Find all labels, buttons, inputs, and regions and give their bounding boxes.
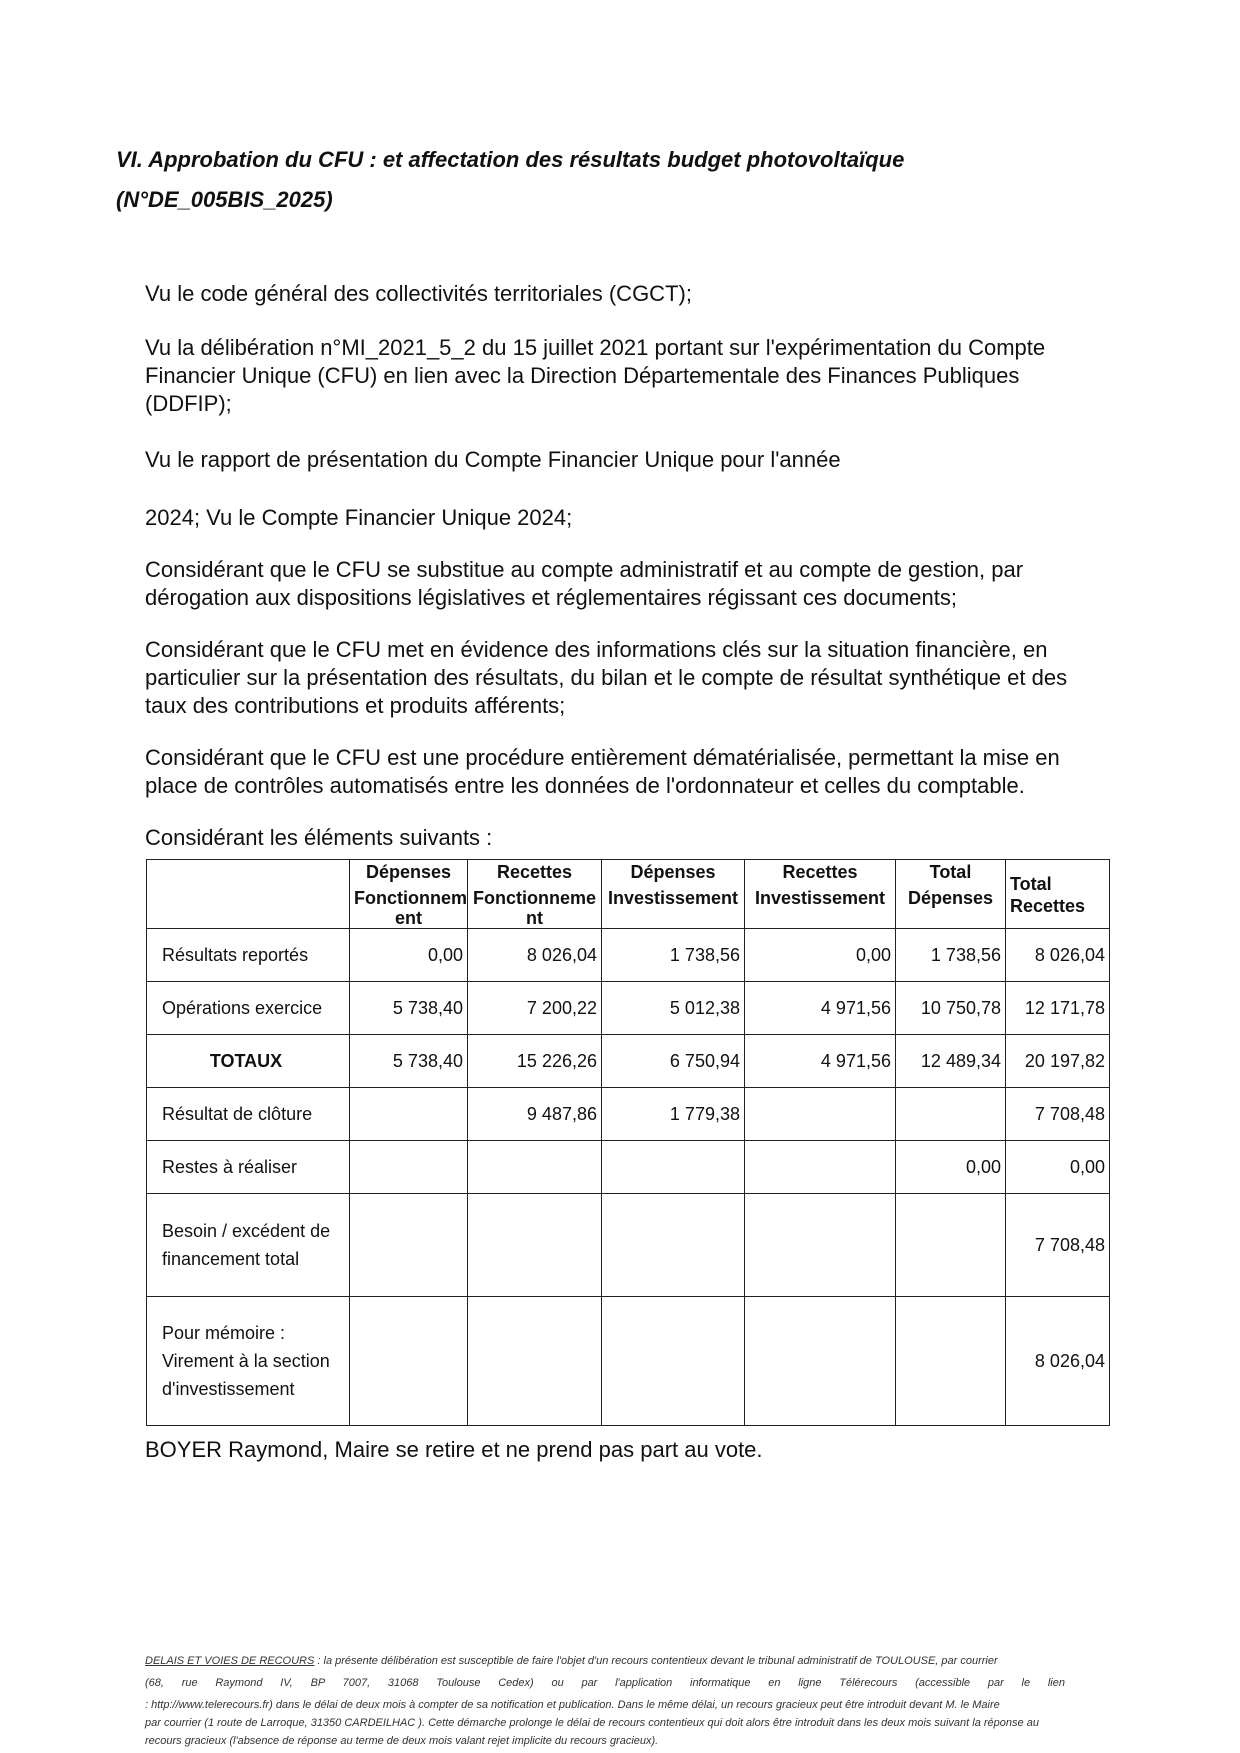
table-cell	[602, 1297, 745, 1426]
table-cell: 12 489,34	[896, 1035, 1006, 1088]
footer-line-5: recours gracieux (l'absence de réponse au terme de deux mois valant rejet implicite du recours gracieux).	[145, 1735, 659, 1747]
table-cell: 6 750,94	[602, 1035, 745, 1088]
header-recettes-investissement: Recettes Investissement	[745, 860, 896, 929]
table-cell: 1 738,56	[896, 929, 1006, 982]
table-row	[147, 929, 1110, 982]
table-row	[147, 1088, 1110, 1141]
paragraph-deliberation: Vu la délibération n°MI_2021_5_2 du 15 juillet 2021 portant sur l'expérimentation du Compte Financier Unique (CFU) en lien avec la Direction Départementale des Finances Publiques (DDFIP);	[145, 335, 1046, 416]
section-heading-reference: (N°DE_005BIS_2025)	[116, 187, 333, 212]
table-cell	[350, 1141, 468, 1194]
table-cell: 12 171,78	[1006, 982, 1110, 1035]
footer-title: DELAIS ET VOIES DE RECOURS	[145, 1655, 315, 1667]
table-cell: 5 738,40	[350, 982, 468, 1035]
table-row	[147, 982, 1110, 1035]
table-cell: 5 738,40	[350, 1035, 468, 1088]
paragraph-rapport: Vu le rapport de présentation du Compte Financier Unique pour l'année	[145, 447, 841, 472]
section-heading-title: VI. Approbation du CFU : et affectation des résultats budget photovoltaïque	[116, 147, 905, 172]
footer-line-3: : http://www.telerecours.fr) dans le délai de deux mois à compter de sa notification et publication. Dans le même délai, un recours gracieux peut être introduit devant M. le Maire	[145, 1699, 1000, 1711]
table-cell: 10 750,78	[896, 982, 1006, 1035]
paragraph-substitution: Considérant que le CFU se substitue au compte administratif et au compte de gestion, par dérogation aux dispositions législatives et réglementaires régissant ces documents;	[145, 557, 1024, 610]
table-cell: 5 012,38	[602, 982, 745, 1035]
table-row	[147, 1141, 1110, 1194]
footer-line-1: DELAIS ET VOIES DE RECOURS : la présente délibération est susceptible de faire l'objet d'un recours contentieux devant le tribunal administratif de TOULOUSE, par courrier	[145, 1655, 998, 1667]
table-cell: 0,00	[1006, 1141, 1110, 1194]
table-cell: 4 971,56	[745, 1035, 896, 1088]
table-cell	[468, 1141, 602, 1194]
table-cell: 8 026,04	[1006, 929, 1110, 982]
table-cell	[745, 1194, 896, 1297]
section-heading	[116, 140, 1116, 220]
table-cell	[745, 1297, 896, 1426]
table-cell	[468, 1297, 602, 1426]
row-label: Résultats reportés	[147, 929, 350, 982]
table-cell: 20 197,82	[1006, 1035, 1110, 1088]
table-cell: 0,00	[896, 1141, 1006, 1194]
table-cell	[350, 1088, 468, 1141]
footer-line-2: (68, rue Raymond IV, BP 7007, 31068 Toulouse Cedex) ou par l'application informatique en ligne Télérecours (accessible par le lien	[145, 1677, 1065, 1689]
table-cell: 7 708,48	[1006, 1194, 1110, 1297]
table-cell: 1 779,38	[602, 1088, 745, 1141]
table-row	[147, 1297, 1110, 1426]
table-cell: 4 971,56	[745, 982, 896, 1035]
table-cell: 7 200,22	[468, 982, 602, 1035]
paragraph-dematerialisee: Considérant que le CFU est une procédure entièrement dématérialisée, permettant la mise en place de contrôles automatisés entre les données de l'ordonnateur et celles du comptable.	[145, 745, 1060, 798]
header-depenses-fonctionnement: Dépenses Fonctionnem ent	[350, 860, 468, 929]
row-label: Besoin / excédent de financement total	[147, 1194, 350, 1297]
header-total-depenses: Total Dépenses	[896, 860, 1006, 929]
table-cell	[468, 1194, 602, 1297]
paragraph-informations: Considérant que le CFU met en évidence des informations clés sur la situation financière, en particulier sur la présentation des résultats, du bilan et le compte de résultat synthétique et des taux des contributions et produits afférents;	[145, 637, 1068, 718]
table-row-totaux	[147, 1035, 1110, 1088]
paragraph-cgct: Vu le code général des collectivités territoriales (CGCT);	[145, 281, 692, 306]
table-cell	[745, 1141, 896, 1194]
paragraph-cfu-2024: 2024; Vu le Compte Financier Unique 2024;	[145, 505, 573, 530]
table-cell: 7 708,48	[1006, 1088, 1110, 1141]
table-cell	[896, 1194, 1006, 1297]
table-cell: 0,00	[350, 929, 468, 982]
legal-footer	[145, 1650, 1065, 1752]
table-cell	[602, 1141, 745, 1194]
header-recettes-fonctionnement: Recettes Fonctionneme nt	[468, 860, 602, 929]
table-cell	[896, 1297, 1006, 1426]
table-cell	[602, 1194, 745, 1297]
table-cell: 1 738,56	[602, 929, 745, 982]
table-cell: 0,00	[745, 929, 896, 982]
closing-statement: BOYER Raymond, Maire se retire et ne prend pas part au vote.	[145, 1437, 763, 1462]
paragraph-elements: Considérant les éléments suivants :	[145, 825, 493, 850]
table-cell: 8 026,04	[468, 929, 602, 982]
header-total-recettes: Total Recettes	[1006, 860, 1110, 929]
row-label: Opérations exercice	[147, 982, 350, 1035]
row-label: TOTAUX	[147, 1035, 350, 1088]
table-cell	[350, 1194, 468, 1297]
row-label: Pour mémoire : Virement à la section d'investissement	[147, 1297, 350, 1426]
row-label: Restes à réaliser	[147, 1141, 350, 1194]
footer-line-4: par courrier (1 route de Larroque, 31350 CARDEILHAC ). Cette démarche prolonge le délai de recours contentieux qui doit alors être introduit dans les deux mois suivant la réponse au	[145, 1717, 1039, 1729]
table-cell: 9 487,86	[468, 1088, 602, 1141]
row-label: Résultat de clôture	[147, 1088, 350, 1141]
table-cell	[896, 1088, 1006, 1141]
header-empty	[147, 860, 350, 929]
table-cell	[745, 1088, 896, 1141]
table-header-row	[147, 860, 1110, 929]
table-cell	[350, 1297, 468, 1426]
header-depenses-investissement: Dépenses Investissement	[602, 860, 745, 929]
table-cell: 8 026,04	[1006, 1297, 1110, 1426]
table-cell: 15 226,26	[468, 1035, 602, 1088]
table-row	[147, 1194, 1110, 1297]
results-table	[146, 859, 1110, 1426]
